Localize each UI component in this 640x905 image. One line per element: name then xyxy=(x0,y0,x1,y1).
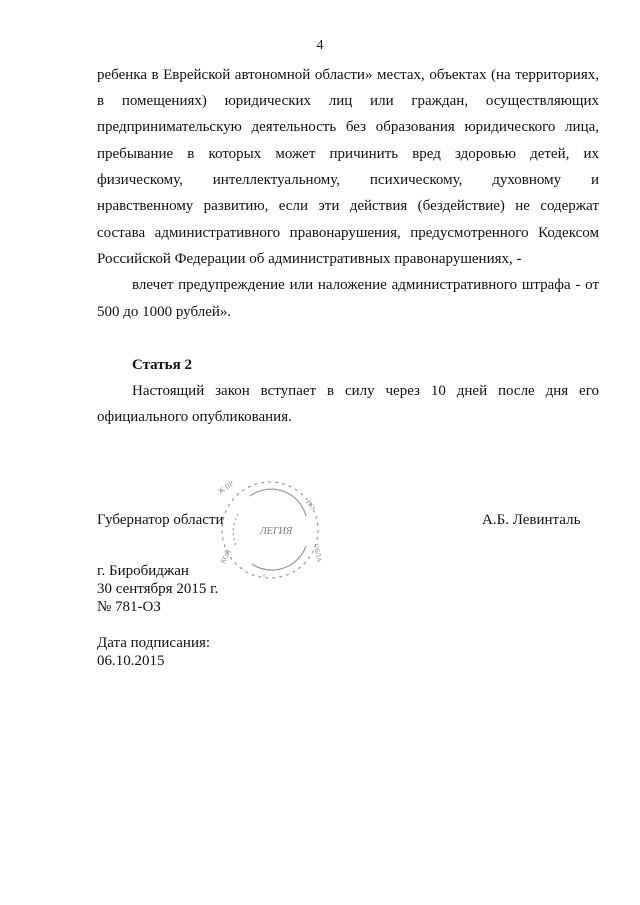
body-line-4: пребывание в которых может причинить вред здоровью детей, их xyxy=(97,146,599,162)
article-2-heading: Статья 2 xyxy=(132,357,192,373)
seal-center-text: ЛЕГИЯ xyxy=(260,526,293,537)
signing-date-label: Дата подписания: xyxy=(97,635,211,651)
official-seal-stamp xyxy=(202,474,332,584)
svg-text:КОЙ: КОЙ xyxy=(218,548,234,565)
body-line-8: Российской Федерации об административных правонарушениях, - xyxy=(97,251,522,267)
article-2-line-1: Настоящий закон вступает в силу через 10 дней после дня его xyxy=(132,383,599,399)
signing-date: 06.10.2015 xyxy=(97,653,165,669)
svg-text:×: × xyxy=(262,572,266,580)
penalty-line-2: 500 до 1000 рублей». xyxy=(97,304,232,320)
body-line-7: состава административного правонарушения, предусмотренного Кодексом xyxy=(97,225,599,241)
body-line-6: нравственному развитию, если эти действия (бездействие) не содержат xyxy=(97,198,599,214)
issue-date: 30 сентября 2015 г. xyxy=(97,581,219,597)
body-line-5: физическому, интеллектуальному, психическому, духовному и xyxy=(97,172,599,188)
issue-city: г. Биробиджан xyxy=(97,563,189,579)
signatory-position: Губернатор области xyxy=(97,512,224,528)
svg-text:Ж ПР: Ж ПР xyxy=(216,479,236,496)
penalty-line-1: влечет предупреждение или наложение административного штрафа - от xyxy=(132,277,599,293)
body-line-3: предпринимательскую деятельность без образования юридического лица, xyxy=(97,119,599,135)
svg-text:ИО: ИО xyxy=(304,498,317,512)
article-2-line-2: официального опубликования. xyxy=(97,409,292,425)
page-number: 4 xyxy=(316,38,324,53)
body-line-1: ребенка в Еврейской автономной области» местах, объектах (на территориях, xyxy=(97,67,599,83)
svg-text:ОБЛА: ОБЛА xyxy=(312,542,324,563)
signatory-name: А.Б. Левинталь xyxy=(482,512,581,528)
body-line-2: в помещениях) юридических лиц или граждан, осуществляющих xyxy=(97,93,599,109)
law-number: № 781-ОЗ xyxy=(97,599,161,615)
